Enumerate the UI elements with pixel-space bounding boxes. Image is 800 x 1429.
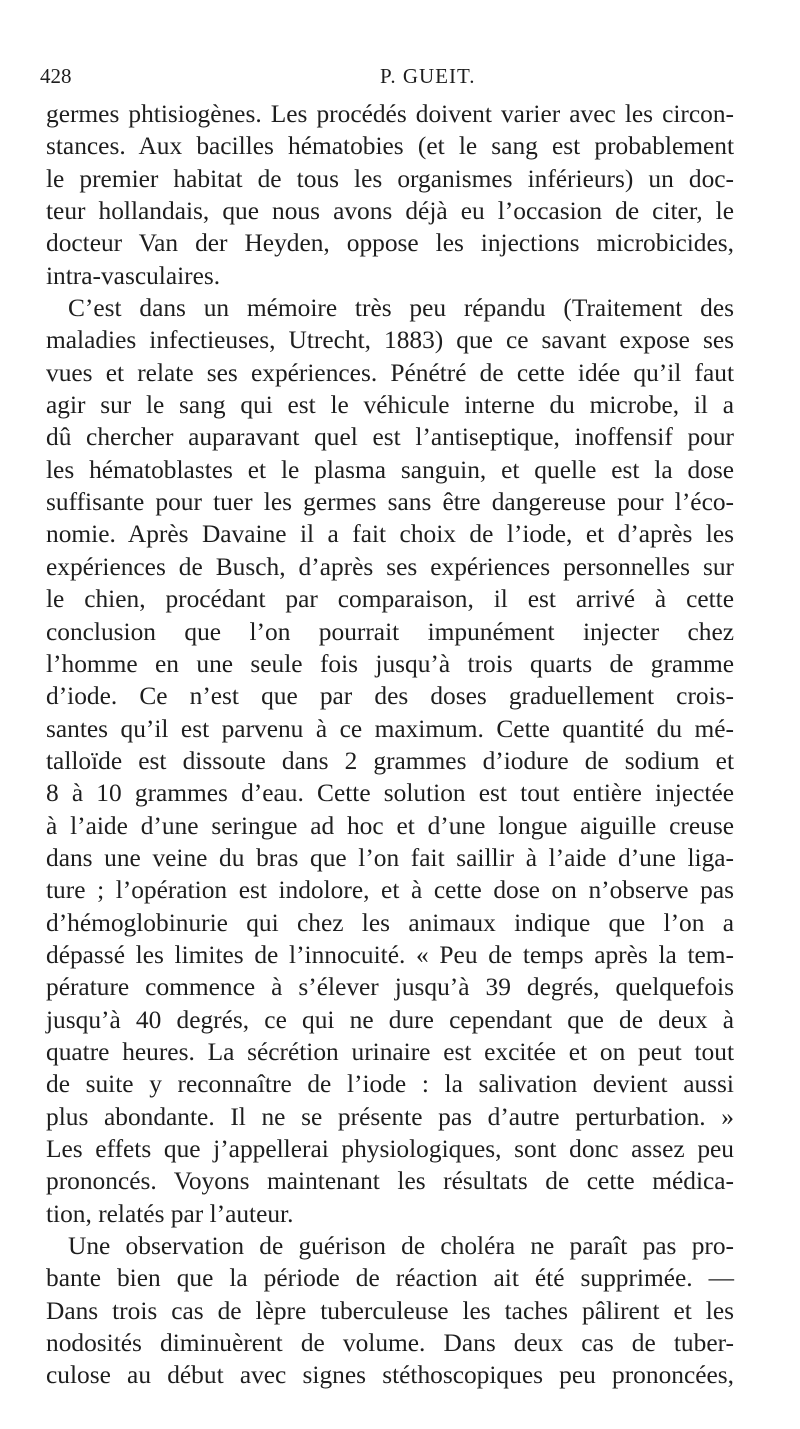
running-head: P. GUEIT. [380, 64, 476, 88]
text-line: maladies infectieuses, Utrecht, 1883) que ce savant expose ses [46, 326, 734, 355]
text-line: l’homme en une seule fois jusqu’à trois quarts de gramme [46, 649, 734, 678]
text-line: jusqu’à 40 degrés, ce qui ne dure cependant que de deux à [46, 1005, 734, 1034]
text-line: intra-vasculaires. [46, 261, 221, 290]
text-line: talloïde est dissoute dans 2 grammes d’iodure de sodium et [46, 746, 734, 775]
text-line: dépassé les limites de l’innocuité. « Peu de temps après la tem- [46, 940, 734, 969]
page-number: 428 [40, 64, 72, 88]
text-line: prononcés. Voyons maintenant les résultats de cette médica- [46, 1167, 734, 1196]
text-line: à l’aide d’une seringue ad hoc et d’une longue aiguille creuse [46, 811, 734, 840]
text-line: vues et relate ses expériences. Pénétré de cette idée qu’il faut [46, 358, 734, 387]
text-line: 8 à 10 grammes d’eau. Cette solution est tout entière injectée [46, 779, 734, 808]
text-line: agir sur le sang qui est le véhicule interne du microbe, il a [46, 391, 734, 420]
page-header [40, 64, 740, 94]
text-line: germes phtisiogènes. Les procédés doivent varier avec les circon- [46, 100, 734, 128]
text-line: le chien, procédant par comparaison, il est arrivé à cette [46, 585, 734, 614]
text-line: de suite y reconnaître de l’iode : la salivation devient aussi [46, 1070, 734, 1099]
text-line: ture ; l’opération est indolore, et à cette dose on n’observe pas [46, 876, 734, 905]
text-line: d’iode. Ce n’est que par des doses graduellement crois- [46, 682, 734, 711]
text-line: plus abondante. Il ne se présente pas d’autre perturbation. » [46, 1102, 734, 1131]
text-line: dû chercher auparavant quel est l’antiseptique, inoffensif pour [46, 423, 734, 452]
text-line: Les effets que j’appellerai physiologiques, sont donc assez peu [46, 1135, 734, 1163]
text-line: le premier habitat de tous les organismes inférieurs) un doc- [46, 164, 734, 193]
text-line: nomie. Après Davaine il a fait choix de l’iode, et d’après les [46, 520, 734, 549]
text-line: tion, relatés par l’auteur. [46, 1199, 294, 1228]
text-line: pérature commence à s’élever jusqu’à 39 degrés, quelquefois [46, 973, 734, 1002]
text-line: Dans trois cas de lèpre tuberculeuse les taches pâlirent et les [46, 1296, 734, 1325]
text-line: quatre heures. La sécrétion urinaire est excitée et on peut tout [46, 1037, 734, 1066]
text-line: teur hollandais, que nous avons déjà eu l’occasion de citer, le [46, 197, 734, 226]
text-line: docteur Van der Heyden, oppose les injections microbicides, [46, 229, 734, 258]
text-line: nodosités diminuèrent de volume. Dans deux cas de tuber- [46, 1329, 734, 1358]
text-line: suffisante pour tuer les germes sans être dangereuse pour l’éco- [46, 488, 734, 517]
body-text [46, 98, 734, 1392]
text-line: dans une veine du bras que l’on fait saillir à l’aide d’une liga- [46, 843, 734, 872]
text-line: les hématoblastes et le plasma sanguin, et quelle est la dose [46, 455, 734, 484]
text-line: stances. Aux bacilles hématobies (et le sang est probablement [46, 132, 734, 161]
text-line: conclusion que l’on pourrait impunément injecter chez [46, 617, 734, 646]
text-line: C’est dans un mémoire très peu répandu (Traitement des [68, 294, 734, 323]
text-line: santes qu’il est parvenu à ce maximum. Cette quantité du mé- [46, 714, 734, 743]
text-line: bante bien que la période de réaction ait été supprimée. — [46, 1264, 734, 1293]
text-line: expériences de Busch, d’après ses expériences personnelles sur [46, 552, 734, 581]
text-line: d’hémoglobinurie qui chez les animaux indique que l’on a [46, 908, 734, 937]
text-line: culose au début avec signes stéthoscopiques peu prononcées, [46, 1361, 734, 1390]
text-line: Une observation de guérison de choléra ne paraît pas pro- [68, 1232, 734, 1261]
